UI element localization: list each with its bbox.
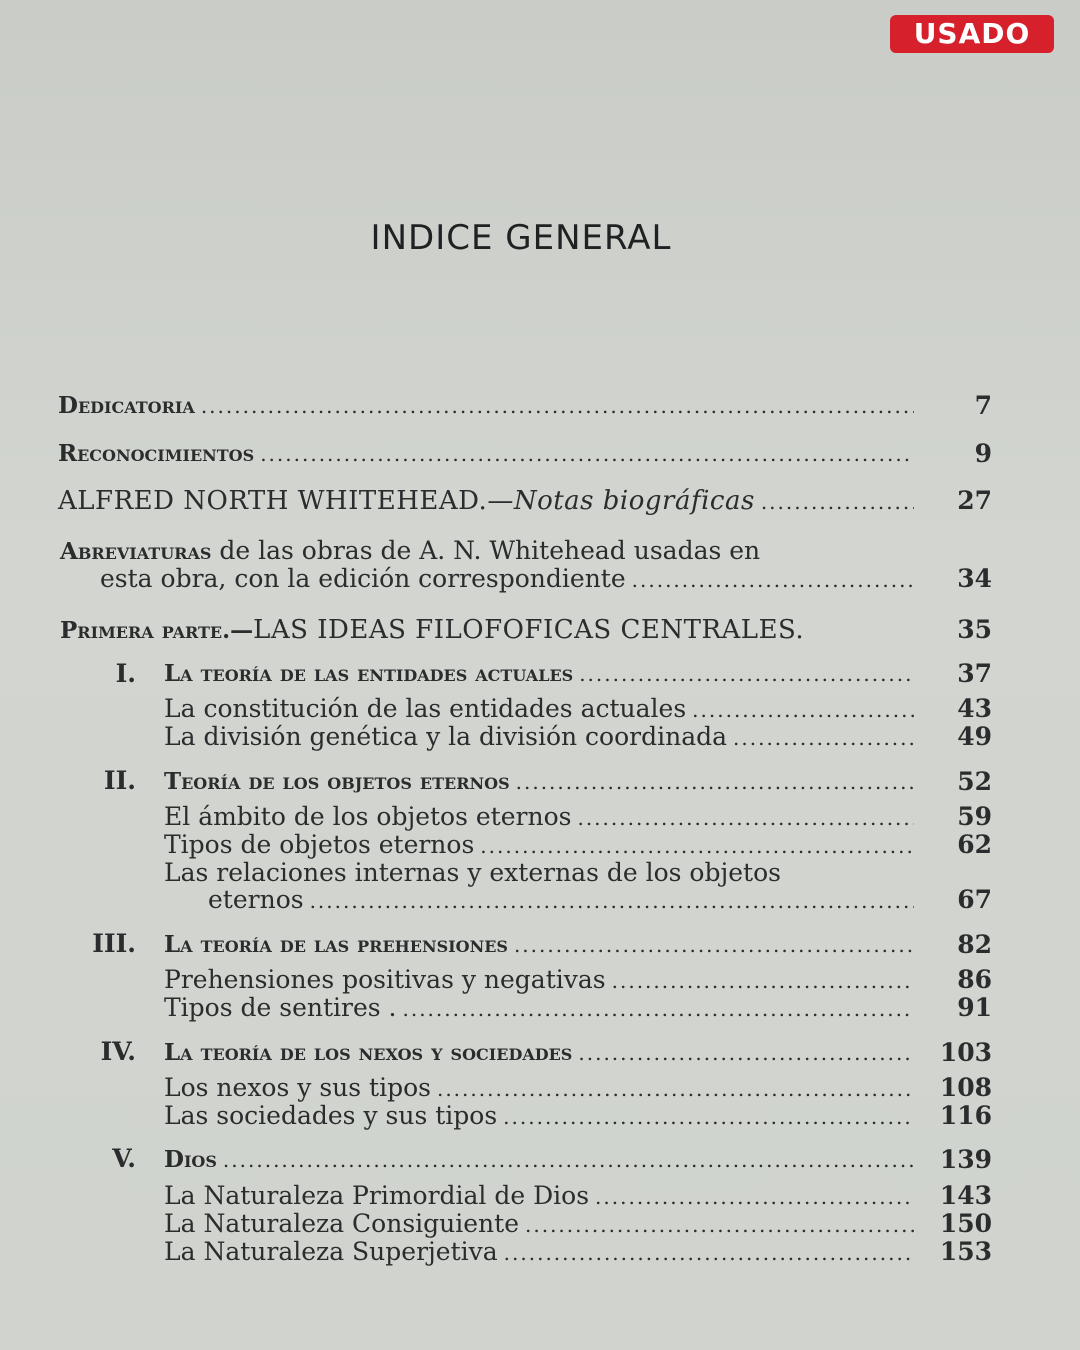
leader-dots: [223, 1146, 914, 1174]
toc-page-number: 37: [957, 659, 992, 688]
section-entry: [164, 695, 920, 724]
section-label: La Naturaleza Primordial de Dios: [164, 1181, 590, 1210]
toc-page-number: 91: [957, 993, 992, 1022]
section-entry: [164, 803, 920, 832]
section-label: Tipos de objetos eternos: [164, 830, 475, 859]
leader-dots: [503, 1103, 914, 1131]
section-label: Las sociedades y sus tipos: [164, 1101, 498, 1130]
toc-page-number: 67: [957, 885, 992, 914]
leader-dots: [692, 696, 914, 724]
section-label: Los nexos y sus tipos: [164, 1073, 431, 1102]
toc-page-number: 43: [957, 694, 992, 723]
toc-page-number: 34: [957, 564, 992, 593]
section-entry: [164, 723, 920, 752]
leader-dots: [514, 931, 914, 959]
chapter-title-label: Dios: [164, 1146, 217, 1173]
section-entry-cont: [208, 886, 920, 915]
leader-dots: [504, 1239, 914, 1267]
leader-dots: [402, 995, 914, 1023]
chapter-title-label: La teoría de las prehensiones: [164, 931, 508, 958]
chapter-title: [164, 931, 920, 959]
section-label: La Naturaleza Superjetiva: [164, 1237, 498, 1266]
section-entry: [164, 994, 920, 1023]
section-entry: [164, 831, 920, 860]
toc-entry-primera-parte: [60, 616, 804, 645]
section-entry: [164, 1210, 920, 1239]
section-label: Las relaciones internas y externas de los objetos: [164, 858, 781, 887]
toc-page-number: 35: [957, 615, 992, 644]
toc-page-number: 49: [957, 722, 992, 751]
toc-page-number: 139: [939, 1145, 992, 1174]
leader-dots: [578, 1039, 914, 1067]
toc-entry-abreviaturas: [60, 537, 760, 566]
leader-dots: [260, 440, 914, 468]
toc-page-number: 150: [939, 1209, 992, 1238]
part-label: Primera parte.—: [60, 617, 254, 644]
leader-dots: [577, 804, 914, 832]
toc-entry-label: ALFRED NORTH WHITEHEAD.—: [58, 486, 514, 516]
leader-dots: [201, 392, 914, 420]
page-title: INDICE GENERAL: [370, 218, 672, 258]
section-entry: [164, 1102, 920, 1131]
chapter-numeral: IV.: [100, 1037, 136, 1066]
leader-dots: [579, 660, 914, 688]
section-label: La constitución de las entidades actuales: [164, 694, 687, 723]
toc-page-number: 82: [957, 930, 992, 959]
chapter-title: [164, 1146, 920, 1174]
chapter-title: [164, 1039, 920, 1067]
leader-dots: [525, 1211, 914, 1239]
toc-page-number: 108: [939, 1073, 992, 1102]
toc-entry-italic-label: Notas biográficas: [513, 486, 755, 516]
toc-page-number: 52: [957, 767, 992, 796]
leader-dots: [516, 768, 914, 796]
chapter-title-label: Teoría de los objetos eternos: [164, 768, 510, 795]
toc-page-number: 153: [939, 1237, 992, 1266]
section-entry: [164, 1238, 920, 1267]
toc-entry-text: esta obra, con la edición correspondiente: [100, 564, 626, 593]
chapter-numeral: I.: [115, 659, 136, 688]
used-badge: USADO: [890, 15, 1054, 53]
leader-dots: [310, 887, 914, 915]
toc-page-number: 9: [974, 439, 992, 468]
section-label: La Naturaleza Consiguiente: [164, 1209, 519, 1238]
toc-entry-text: de las obras de A. N. Whitehead usadas en: [211, 536, 761, 565]
leader-dots: [612, 967, 914, 995]
chapter-numeral: III.: [92, 929, 136, 958]
toc-page-number: 59: [957, 802, 992, 831]
leader-dots: [437, 1075, 914, 1103]
toc-entry-whitehead: [58, 487, 920, 516]
section-entry: [164, 1182, 920, 1211]
toc-entry-abreviaturas-cont: [100, 565, 920, 594]
toc-entry-label: Dedicatoria: [58, 392, 195, 419]
section-entry: [164, 966, 920, 995]
section-label-cont: eternos: [208, 885, 304, 914]
chapter-title: [164, 768, 920, 796]
section-label: Prehensiones positivas y negativas: [164, 965, 606, 994]
section-entry: [164, 859, 781, 887]
leader-dots: [595, 1183, 914, 1211]
toc-entry-label: Reconocimientos: [58, 440, 255, 467]
part-title: LAS IDEAS FILOFOFICAS CENTRALES.: [253, 615, 805, 645]
leader-dots: [480, 832, 914, 860]
toc-page-number: 116: [939, 1101, 992, 1130]
leader-dots: [733, 724, 914, 752]
chapter-numeral: V.: [112, 1144, 136, 1173]
section-entry: [164, 1074, 920, 1103]
section-label: Tipos de sentires .: [164, 993, 397, 1022]
leader-dots: [632, 566, 914, 594]
toc-entry-label: Abreviaturas: [60, 538, 212, 565]
toc-page-number: 143: [939, 1181, 992, 1210]
toc-page-number: 86: [957, 965, 992, 994]
toc-entry-dedicatoria: [58, 392, 920, 420]
toc-page-number: 7: [974, 391, 992, 420]
chapter-numeral: II.: [103, 766, 136, 795]
toc-page-number: 103: [939, 1038, 992, 1067]
toc-entry-reconocimientos: [58, 440, 920, 468]
chapter-title-label: La teoría de los nexos y sociedades: [164, 1039, 573, 1066]
chapter-title-label: La teoría de las entidades actuales: [164, 660, 574, 687]
section-label: El ámbito de los objetos eternos: [164, 802, 572, 831]
leader-dots: [761, 488, 914, 516]
toc-page-number: 27: [957, 486, 992, 515]
toc-page-number: 62: [957, 830, 992, 859]
chapter-title: [164, 660, 920, 688]
section-label: La división genética y la división coordinada: [164, 722, 728, 751]
